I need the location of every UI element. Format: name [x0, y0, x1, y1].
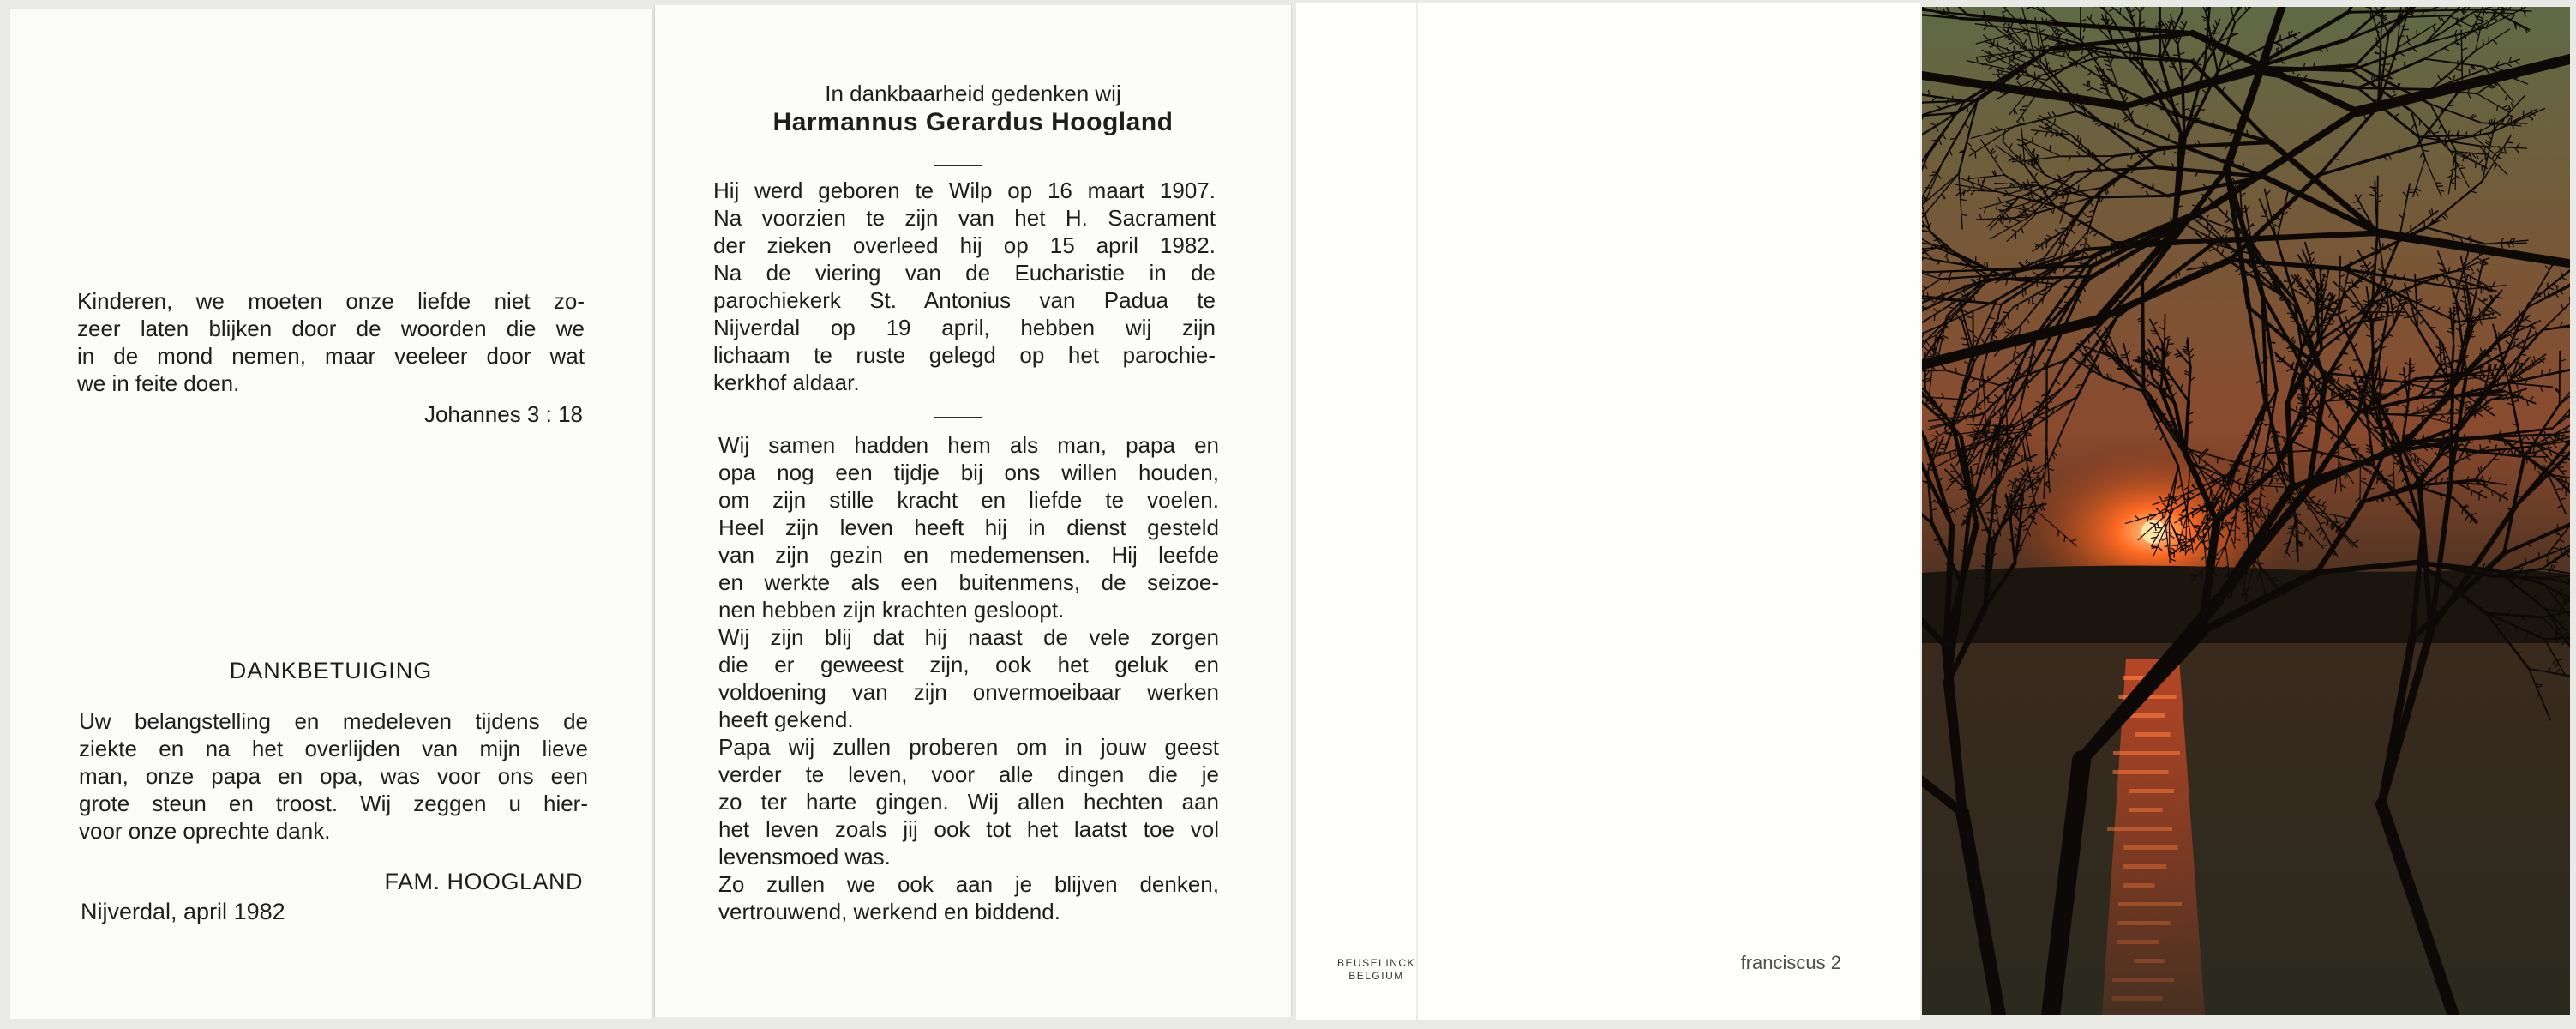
thorn — [2003, 13, 2004, 19]
thorn — [2360, 265, 2366, 266]
thorn — [2376, 38, 2377, 44]
photo-illustration — [1922, 7, 2570, 1015]
thorn — [2014, 46, 2015, 52]
reflection-streak — [2135, 959, 2165, 963]
branch — [2182, 7, 2183, 12]
thorn — [2212, 478, 2213, 484]
biography-line: lichaam te ruste gelegd op het parochie- — [713, 342, 1216, 368]
thorn — [2382, 243, 2383, 249]
reflection-streak — [2118, 902, 2182, 906]
thorn — [2262, 569, 2268, 570]
thorn — [1934, 315, 1935, 321]
thorn — [2025, 289, 2026, 295]
thorn — [2078, 185, 2079, 191]
thorn — [2527, 632, 2528, 638]
thorn — [2089, 150, 2090, 156]
thorn — [1931, 140, 1937, 141]
biography-line: kerkhof aldaar. — [713, 370, 860, 395]
thorn — [2226, 210, 2227, 216]
thorn — [2031, 182, 2037, 183]
thorn — [2076, 363, 2082, 364]
thorn — [2120, 8, 2121, 14]
thorn — [2203, 529, 2209, 530]
thorn — [2051, 208, 2052, 214]
biography-line: Nijverdal op 19 april, hebben wij zijn — [713, 315, 1216, 340]
thorn — [1922, 225, 1925, 226]
thorn — [2437, 186, 2443, 187]
branch — [2418, 135, 2472, 136]
card-inner-left-panel — [10, 9, 652, 1019]
thorn — [2061, 228, 2067, 229]
thorn — [2277, 48, 2278, 54]
thorn — [2415, 456, 2416, 462]
thorn — [2467, 329, 2473, 330]
thorn — [2078, 135, 2079, 141]
separator-rule — [934, 417, 982, 418]
series-label: franciscus 2 — [1740, 952, 1841, 973]
tribute-line: zo ter harte gingen. Wij allen hechten aan — [718, 789, 1219, 815]
tribute-line: voldoening van zijn onvermoeibaar werken — [718, 679, 1219, 705]
biography-line: parochiekerk St. Antonius van Padua te — [713, 287, 1216, 313]
biography-text — [713, 177, 1216, 396]
thorn — [2360, 313, 2366, 314]
reflection-streak — [2113, 770, 2169, 774]
thorn — [2301, 426, 2307, 427]
thorn — [2287, 313, 2293, 314]
reflection-streak — [2112, 996, 2163, 1001]
thorn — [2268, 510, 2269, 516]
thorn — [2262, 272, 2268, 273]
tribute-line: Zo zullen we ook aan je blijven denken, — [718, 871, 1219, 897]
quote-line: Kinderen, we moeten onze liefde niet zo- — [77, 288, 585, 314]
biography-line: Na de viering van de Eucharistie in de — [713, 260, 1216, 286]
acknowledgement-line: grote steun en troost. Wij zeggen u hier- — [79, 791, 588, 816]
thorn — [2037, 281, 2038, 287]
acknowledgement-line: Uw belangstelling en medeleven tijdens de — [79, 708, 588, 734]
thorn — [2221, 475, 2227, 476]
thorn — [2130, 32, 2136, 33]
thorn — [2096, 256, 2097, 262]
printer-name: BEUSELINCK — [1337, 957, 1416, 969]
thorn — [2051, 126, 2052, 132]
thorn — [2004, 81, 2005, 87]
tribute-line: opa nog een tijdje bij ons willen houden, — [718, 460, 1219, 485]
branch — [2377, 176, 2378, 234]
thorn — [2174, 552, 2175, 558]
thorn — [2058, 207, 2064, 208]
acknowledgement-line: voor onze oprechte dank. — [79, 818, 331, 844]
branch — [2358, 88, 2431, 90]
branch — [2399, 381, 2447, 382]
reflection-streak — [2118, 921, 2171, 925]
thorn — [1969, 175, 1970, 181]
tribute-line: Wij zijn blij dat hij naast de vele zorgen — [718, 624, 1219, 650]
thorn — [2046, 19, 2047, 25]
quote-line: zeer laten blijken door de woorden die we — [77, 316, 585, 341]
thorn — [2561, 471, 2567, 472]
acknowledgement-line: ziekte en na het overlijden van mijn lieve — [79, 736, 588, 761]
thorn — [1950, 139, 1956, 140]
thorn — [1925, 188, 1931, 189]
thorn — [1952, 427, 1953, 433]
tribute-line: die er geweest zijn, ook het geluk en — [718, 652, 1219, 677]
reflection-streak — [2124, 845, 2178, 850]
thorn — [2339, 282, 2340, 288]
card-inner-right-panel — [655, 5, 1291, 1017]
thorn — [2254, 452, 2255, 458]
thorn — [1932, 172, 1938, 173]
thorn — [2053, 33, 2054, 39]
acknowledgement-title: DANKBETUIGING — [229, 658, 433, 683]
thorn — [2165, 388, 2166, 394]
sunset-tree-photo — [1922, 7, 2570, 1015]
thorn — [2148, 292, 2149, 298]
thorn — [2408, 502, 2414, 503]
thorn — [1934, 361, 1940, 362]
thorn — [2064, 536, 2065, 542]
tribute-line: Heel zijn leven heeft hij in dienst gesteld — [718, 514, 1219, 540]
reflection-streak — [2135, 732, 2171, 737]
thorn — [2383, 428, 2389, 429]
branch — [2560, 352, 2561, 405]
thorn — [2526, 458, 2527, 464]
branch — [2142, 280, 2144, 394]
biography-line: der zieken overleed hij op 15 april 1982. — [713, 232, 1216, 258]
thorn — [2561, 462, 2567, 463]
tribute-line: heeft gekend. — [718, 707, 854, 732]
thorn — [2224, 484, 2230, 485]
thorn — [2058, 531, 2059, 537]
thorn — [2372, 74, 2373, 80]
thorn — [1946, 564, 1952, 565]
tribute-line: verder te leven, voor alle dingen die je — [718, 761, 1219, 787]
thorn — [1958, 305, 1964, 306]
branch — [2373, 323, 2374, 391]
thorn — [2284, 281, 2290, 282]
thorn — [2494, 459, 2500, 460]
tribute-line: van zijn gezin en medemensen. Hij leefde — [718, 542, 1219, 568]
thorn — [2087, 365, 2093, 366]
card-back-panel — [1296, 3, 1920, 1020]
thorn — [2167, 379, 2173, 380]
reflection-streak — [2113, 751, 2180, 755]
thorn — [2046, 242, 2047, 248]
tribute-line: het leven zoals jij ook tot het laatst toe vol — [718, 816, 1219, 842]
thorn — [2029, 298, 2030, 304]
thorn — [2299, 289, 2305, 290]
memorial-intro: In dankbaarheid gedenken wij — [825, 81, 1121, 106]
thorn — [2032, 192, 2033, 198]
acknowledgement-line: man, onze papa en opa, was voor ons een — [79, 763, 588, 789]
thorn — [2332, 521, 2338, 522]
printer-country: BELGIUM — [1348, 970, 1404, 982]
tribute-line: nen hebben zijn krachten gesloopt. — [718, 597, 1065, 623]
thorn — [2469, 336, 2475, 337]
thorn — [2207, 563, 2213, 564]
thorn — [2297, 388, 2303, 389]
thorn — [1929, 90, 1930, 96]
thorn — [2167, 421, 2173, 422]
quote-line: in de mond nemen, maar veeleer door wat — [77, 343, 585, 369]
thorn — [1988, 376, 1989, 382]
thorn — [2101, 19, 2107, 20]
reflection-streak — [2129, 808, 2163, 812]
thorn — [2417, 310, 2423, 311]
reflection-streak — [2107, 827, 2172, 831]
thorn — [2309, 404, 2310, 410]
thorn — [2459, 168, 2465, 169]
thorn — [2353, 360, 2359, 361]
reflection-streak — [2123, 883, 2155, 888]
thorn — [2422, 479, 2423, 485]
thorn — [2022, 30, 2028, 31]
thorn — [2077, 385, 2083, 386]
tribute-line: vertrouwend, werkend en biddend. — [718, 899, 1060, 924]
biography-line: Hij werd geboren te Wilp op 16 maart 1907. — [713, 178, 1216, 203]
thorn — [2231, 34, 2237, 35]
thorn — [2461, 285, 2467, 286]
thorn — [2239, 484, 2240, 490]
thorn — [2482, 165, 2483, 172]
quote-reference: Johannes 3 : 18 — [423, 401, 583, 427]
thorn — [2173, 55, 2179, 56]
separator-rule — [934, 165, 982, 166]
tribute-line: Wij samen hadden hem als man, papa en — [718, 432, 1219, 458]
deceased-name: Harmannus Gerardus Hoogland — [772, 108, 1174, 136]
thorn — [1985, 433, 1986, 439]
tribute-line: om zijn stille kracht en liefde te voelen. — [718, 487, 1219, 513]
thorn — [2258, 266, 2264, 267]
thorn — [2168, 344, 2174, 345]
reflection-streak — [2129, 789, 2174, 793]
thorn — [2543, 429, 2549, 430]
thorn — [2417, 458, 2418, 464]
family-signature: FAM. HOOGLAND — [384, 869, 583, 894]
tribute-line: Papa wij zullen proberen om in jouw geest — [718, 734, 1219, 760]
thorn — [1983, 180, 1984, 186]
thorn — [2113, 352, 2114, 358]
thorn — [2362, 377, 2363, 383]
thorn — [2027, 422, 2033, 423]
thorn — [2119, 261, 2120, 267]
thorn — [2267, 286, 2273, 287]
reflection-streak — [2117, 940, 2159, 944]
biography-line: Na voorzien te zijn van het H. Sacrament — [713, 205, 1216, 231]
thorn — [2497, 105, 2498, 111]
thorn — [2464, 269, 2470, 270]
tribute-line: levensmoed was. — [718, 844, 891, 870]
tribute-line: en werkte als een buitenmens, de seizoe- — [718, 569, 1219, 595]
reflection-streak — [2123, 864, 2166, 869]
thorn — [2046, 328, 2047, 334]
fold-line — [1416, 3, 1418, 1020]
thorn — [2536, 684, 2542, 685]
branch — [2348, 10, 2429, 12]
thorn — [1923, 481, 1929, 482]
thorn — [2542, 370, 2543, 376]
thorn — [2191, 115, 2197, 116]
thorn — [1950, 452, 1951, 458]
thorn — [2297, 286, 2303, 287]
thorn — [1942, 444, 1948, 445]
place-date: Nijverdal, april 1982 — [81, 899, 285, 924]
thorn — [1962, 344, 1968, 345]
thorn — [2507, 142, 2513, 143]
thorn — [1964, 288, 1965, 294]
printer-imprint — [1337, 957, 1415, 983]
thorn — [1981, 530, 1987, 531]
acknowledgement-text — [79, 707, 588, 845]
tribute-text — [718, 431, 1219, 925]
thorn — [2117, 301, 2123, 302]
reflection-streak — [2112, 978, 2174, 982]
thorn — [2020, 110, 2026, 111]
quote-line: we in feite doen. — [77, 370, 240, 396]
thorn — [2565, 629, 2570, 630]
scripture-quote — [77, 287, 585, 397]
thorn — [2213, 536, 2219, 537]
thorn — [1992, 513, 1998, 514]
